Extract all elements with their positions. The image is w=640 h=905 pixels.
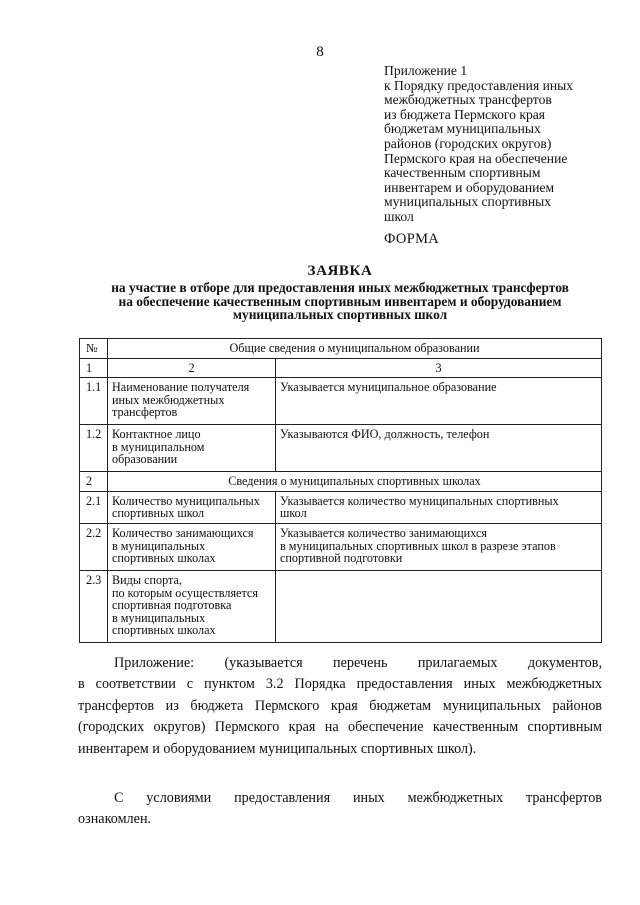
- cell-line: Указываются ФИО, должность, телефон: [280, 427, 490, 442]
- cell-line: школ: [280, 506, 307, 521]
- cell-line: Указывается количество муниципальных спортивных: [280, 493, 559, 508]
- table-row: [80, 523, 602, 570]
- subtitle-line: на участие в отборе для предоставления иных межбюджетных трансфертов: [111, 280, 569, 295]
- appendix-line: межбюджетных трансфертов: [384, 92, 552, 108]
- appendix-line: муниципальных спортивных: [384, 194, 552, 210]
- appendix-reference: [384, 64, 624, 225]
- row-number-cell: 1.2: [80, 425, 108, 472]
- appendix-line: из бюджета Пермского края: [384, 106, 546, 122]
- row-name-cell: [108, 378, 276, 425]
- cell-line: спортивная подготовка: [112, 598, 232, 613]
- paragraph-line: С условиями предоставления иных межбюджетных трансфертов: [114, 790, 602, 806]
- row-value-cell: [276, 523, 602, 570]
- appendix-line: качественным спортивным: [384, 165, 541, 181]
- row-name-cell: [108, 425, 276, 472]
- row-value-cell: [276, 491, 602, 523]
- cell-line: Наименование получателя: [112, 380, 250, 395]
- subtitle-line: на обеспечение качественным спортивным инвентарем и оборудованием: [118, 293, 562, 309]
- cell-line: Виды спорта,: [112, 572, 182, 587]
- section-number-cell: 2: [80, 472, 108, 492]
- row-number-cell: 2.2: [80, 523, 108, 570]
- cell-line: спортивной подготовки: [280, 551, 403, 566]
- row-name-cell: [108, 570, 276, 642]
- paragraph-line: инвентарем и оборудованием муниципальных спортивных школ).: [78, 740, 477, 757]
- row-number-cell: 2.3: [80, 570, 108, 642]
- section-title-cell: Сведения о муниципальных спортивных школах: [108, 472, 602, 492]
- table-row: [80, 491, 602, 523]
- cell-line: в муниципальном: [112, 439, 205, 454]
- cell-line: в муниципальных: [112, 538, 206, 553]
- section-row: [80, 472, 602, 492]
- table-row: [80, 425, 602, 472]
- cell-line: спортивных школах: [112, 623, 216, 638]
- column-number-row: [80, 358, 602, 378]
- row-number-cell: 1.1: [80, 378, 108, 425]
- row-number-cell: 2.1: [80, 491, 108, 523]
- cell-line: в муниципальных спортивных школ в разрезе этапов: [280, 538, 556, 553]
- row-value-cell-empty: [276, 570, 602, 642]
- page-number: 8: [316, 44, 324, 60]
- cell-line: спортивных школах: [112, 551, 216, 566]
- column-number-cell: 1: [80, 358, 108, 378]
- header-title-cell: Общие сведения о муниципальном образовании: [108, 339, 602, 359]
- row-name-cell: [108, 523, 276, 570]
- table-row: [80, 378, 602, 425]
- table-header-row: [80, 339, 602, 359]
- appendix-line: Приложение 1: [384, 63, 468, 78]
- cell-line: Указывается количество занимающихся: [280, 525, 487, 540]
- appendix-line: Пермского края на обеспечение: [384, 150, 568, 166]
- appendix-line: районов (городских округов): [384, 135, 552, 151]
- application-form-table: [79, 338, 602, 643]
- application-title: ЗАЯВКА: [307, 263, 373, 279]
- appendix-line: бюджетам муниципальных: [384, 121, 541, 137]
- row-name-cell: [108, 491, 276, 523]
- cell-line: по которым осуществляется: [112, 585, 258, 600]
- application-subtitle: [80, 281, 600, 322]
- paragraph-line: в соответствии с пунктом 3.2 Порядка предоставления иных межбюджетных: [78, 676, 602, 693]
- row-value-cell: [276, 378, 602, 425]
- column-number-cell: 3: [276, 358, 602, 378]
- paragraph-line: трансфертов из бюджета Пермского края бюджетам муниципальных районов: [78, 697, 602, 714]
- paragraph-line: ознакомлен.: [78, 811, 152, 828]
- row-value-cell: [276, 425, 602, 472]
- subtitle-line: муниципальных спортивных школ: [232, 307, 448, 323]
- attachment-paragraph: [78, 653, 602, 760]
- cell-line: Указывается муниципальное образование: [280, 380, 497, 395]
- table-row: [80, 570, 602, 642]
- paragraph-line: Приложение: (указывается перечень прилагаемых документов,: [114, 655, 602, 671]
- header-number-cell: №: [80, 339, 108, 359]
- paragraph-line: (городских округов) Пермского края на обеспечение качественным спортивным: [78, 719, 602, 736]
- cell-line: Количество муниципальных: [112, 493, 260, 508]
- cell-line: Контактное лицо: [112, 427, 201, 442]
- cell-line: образовании: [112, 452, 178, 467]
- appendix-line: школ: [384, 208, 414, 224]
- appendix-line: инвентарем и оборудованием: [384, 179, 555, 195]
- cell-line: иных межбюджетных: [112, 392, 225, 407]
- acknowledgement-paragraph: [78, 788, 602, 831]
- cell-line: в муниципальных: [112, 610, 206, 625]
- appendix-line: к Порядку предоставления иных: [384, 77, 574, 93]
- cell-line: спортивных школ: [112, 506, 205, 521]
- cell-line: трансфертов: [112, 405, 178, 420]
- column-number-cell: 2: [108, 358, 276, 378]
- form-label: ФОРМА: [384, 231, 440, 247]
- cell-line: Количество занимающихся: [112, 525, 254, 540]
